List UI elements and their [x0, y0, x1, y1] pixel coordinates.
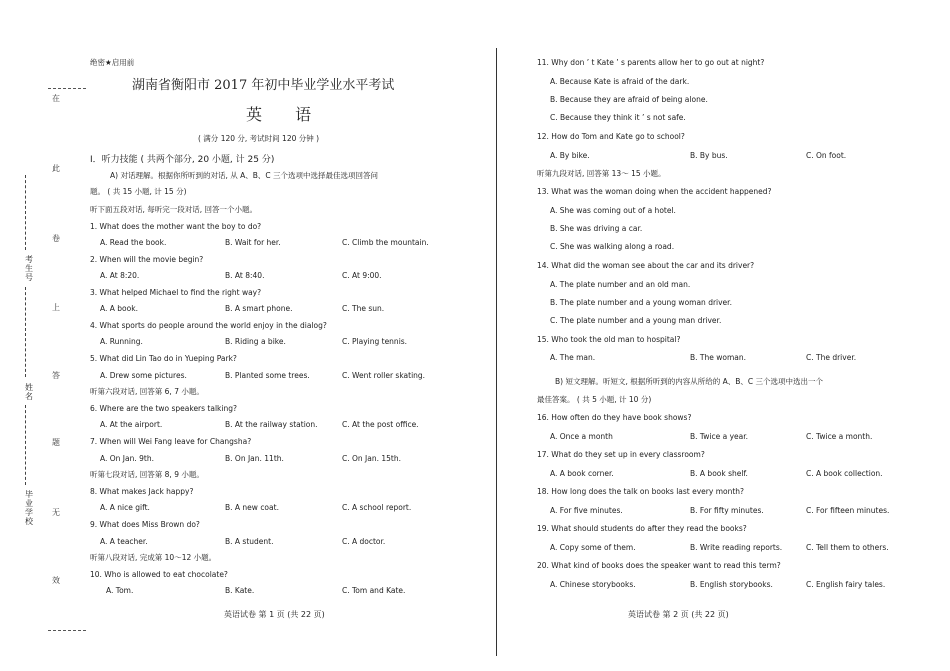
page-footer-left: 英语试卷 第 1 页 (共 22 页) [224, 610, 325, 619]
subject-title: 英 语 [246, 105, 326, 124]
question-text: 20. What kind of books does the speaker want to read this term? [537, 561, 781, 570]
question-text: 3. What helped Michael to find the right way? [90, 288, 262, 297]
option-a: A. Read the book. [100, 238, 167, 247]
binding-dash [25, 175, 27, 250]
option-b: B. A smart phone. [225, 304, 293, 313]
option-a: A. A book. [100, 304, 138, 313]
seal-char: 此 [52, 164, 60, 173]
option-c: C. English fairy tales. [806, 580, 886, 589]
option-a: A. Chinese storybooks. [550, 580, 636, 589]
option-c: C. At 9:00. [342, 271, 382, 280]
option-a: A. A book corner. [550, 469, 614, 478]
seal-char: 卷 [52, 234, 60, 243]
question-text: 13. What was the woman doing when the accident happened? [537, 187, 772, 196]
option-b: B. English storybooks. [690, 580, 773, 589]
option-a: A. Copy some of them. [550, 543, 636, 552]
page-divider [496, 48, 497, 656]
question-text: 15. Who took the old man to hospital? [537, 335, 681, 344]
option-c: C. Playing tennis. [342, 337, 408, 346]
option-a: A. At the airport. [100, 420, 163, 429]
option-c: C. For fifteen minutes. [806, 506, 890, 515]
option-a: A. She was coming out of a hotel. [550, 206, 676, 215]
option-a: A. For five minutes. [550, 506, 623, 515]
listening-instruction: 听第九段对话, 回答第 13～ 15 小题。 [537, 169, 666, 178]
option-b: B. Kate. [225, 586, 255, 595]
binding-margin [23, 175, 35, 535]
option-a: A. By bike. [550, 151, 590, 160]
part-b-instruction: B) 短文理解。听短文, 根据所听到的内容从所给的 A、B、C 三个选项中选出一个 [555, 377, 824, 386]
part-b-instruction-cont: 最佳答案。 ( 共 5 小题, 计 10 分) [537, 395, 652, 404]
option-a: A. On Jan. 9th. [100, 454, 154, 463]
question-text: 8. What makes Jack happy? [90, 487, 194, 496]
option-a: A. The man. [550, 353, 596, 362]
option-c: C. Tom and Kate. [342, 586, 406, 595]
seal-line-bottom [48, 630, 86, 631]
question-text: 7. When will Wei Fang leave for Changsha? [90, 437, 252, 446]
exam-info: ( 满分 120 分, 考试时间 120 分钟 ) [198, 134, 320, 143]
school-label: 毕业学校 [25, 490, 33, 526]
option-c: C. Because they think it ’ s not safe. [550, 113, 686, 122]
option-c: C. A school report. [342, 503, 412, 512]
seal-char: 题 [52, 438, 60, 447]
option-c: C. On foot. [806, 151, 847, 160]
option-c: C. Went roller skating. [342, 371, 426, 380]
seal-char: 上 [52, 303, 60, 312]
option-c: C. The plate number and a young man driver. [550, 316, 722, 325]
option-a: A. A nice gift. [100, 503, 150, 512]
confidential-mark: 绝密★启用前 [90, 58, 135, 67]
option-c: C. Climb the mountain. [342, 238, 429, 247]
seal-line-top [48, 88, 86, 89]
option-b: B. A book shelf. [690, 469, 748, 478]
exam-number-label: 考生号 [25, 255, 33, 282]
name-label: 姓名 [25, 383, 33, 401]
listening-instruction: 听第六段对话, 回答第 6, 7 小题。 [90, 387, 204, 396]
option-a: A. At 8:20. [100, 271, 140, 280]
option-b: B. At 8:40. [225, 271, 265, 280]
option-b: B. Wait for her. [225, 238, 281, 247]
question-text: 5. What did Lin Tao do in Yueping Park? [90, 354, 237, 363]
question-text: 4. What sports do people around the world enjoy in the dialog? [90, 321, 327, 330]
question-text: 16. How often do they have book shows? [537, 413, 692, 422]
option-c: C. She was walking along a road. [550, 242, 675, 251]
question-text: 11. Why don ’ t Kate ’ s parents allow her to go out at night? [537, 58, 765, 67]
option-b: B. A new coat. [225, 503, 279, 512]
exam-title: 湖南省衡阳市 2017 年初中毕业学业水平考试 [132, 78, 395, 93]
seal-char: 效 [52, 576, 60, 585]
option-c: C. Twice a month. [806, 432, 873, 441]
section-heading: I．听力技能 ( 共两个部分, 20 小题, 计 25 分) [90, 155, 275, 165]
part-a-instruction-cont: 题。 ( 共 15 小题, 计 15 分) [90, 187, 187, 196]
option-a: A. Tom. [106, 586, 134, 595]
option-a: A. Because Kate is afraid of the dark. [550, 77, 690, 86]
seal-char: 答 [52, 371, 60, 380]
question-text: 2. When will the movie begin? [90, 255, 204, 264]
option-b: B. For fifty minutes. [690, 506, 764, 515]
question-text: 19. What should students do after they read the books? [537, 524, 747, 533]
binding-dash [25, 405, 27, 485]
part-a-instruction: A) 对话理解。根据你所听到的对话, 从 A、B、C 三个选项中选择最佳选项回答问 [110, 171, 378, 180]
binding-dash [25, 287, 27, 377]
option-b: B. Write reading reports. [690, 543, 783, 552]
listening-instruction: 听第八段对话, 完成第 10～12 小题。 [90, 553, 217, 562]
question-text: 10. Who is allowed to eat chocolate? [90, 570, 228, 579]
option-c: C. A doctor. [342, 537, 386, 546]
seal-char: 在 [52, 94, 60, 103]
option-b: B. At the railway station. [225, 420, 318, 429]
question-text: 18. How long does the talk on books last every month? [537, 487, 745, 496]
option-c: C. Tell them to others. [806, 543, 889, 552]
option-b: B. A student. [225, 537, 274, 546]
option-b: B. On Jan. 11th. [225, 454, 284, 463]
question-text: 1. What does the mother want the boy to do? [90, 222, 262, 231]
option-b: B. The plate number and a young woman driver. [550, 298, 732, 307]
listening-instruction: 听下面五段对话, 每听完一段对话, 回答一个小题。 [90, 205, 258, 214]
option-c: C. On Jan. 15th. [342, 454, 401, 463]
option-a: A. Running. [100, 337, 143, 346]
option-a: A. Once a month [550, 432, 613, 441]
option-c: C. The sun. [342, 304, 385, 313]
option-b: B. Riding a bike. [225, 337, 286, 346]
seal-char: 无 [52, 508, 60, 517]
question-text: 14. What did the woman see about the car and its driver? [537, 261, 755, 270]
option-c: C. At the post office. [342, 420, 419, 429]
option-b: B. By bus. [690, 151, 728, 160]
option-c: C. The driver. [806, 353, 857, 362]
question-text: 9. What does Miss Brown do? [90, 520, 200, 529]
option-a: A. The plate number and an old man. [550, 280, 691, 289]
option-b: B. Because they are afraid of being alone. [550, 95, 708, 104]
option-b: B. She was driving a car. [550, 224, 643, 233]
question-text: 12. How do Tom and Kate go to school? [537, 132, 685, 141]
page-footer-right: 英语试卷 第 2 页 (共 22 页) [628, 610, 729, 619]
option-b: B. Planted some trees. [225, 371, 310, 380]
listening-instruction: 听第七段对话, 回答第 8, 9 小题。 [90, 470, 204, 479]
question-text: 6. Where are the two speakers talking? [90, 404, 237, 413]
question-text: 17. What do they set up in every classroom? [537, 450, 705, 459]
option-b: B. Twice a year. [690, 432, 749, 441]
option-a: A. Drew some pictures. [100, 371, 187, 380]
option-b: B. The woman. [690, 353, 747, 362]
option-a: A. A teacher. [100, 537, 148, 546]
option-c: C. A book collection. [806, 469, 883, 478]
